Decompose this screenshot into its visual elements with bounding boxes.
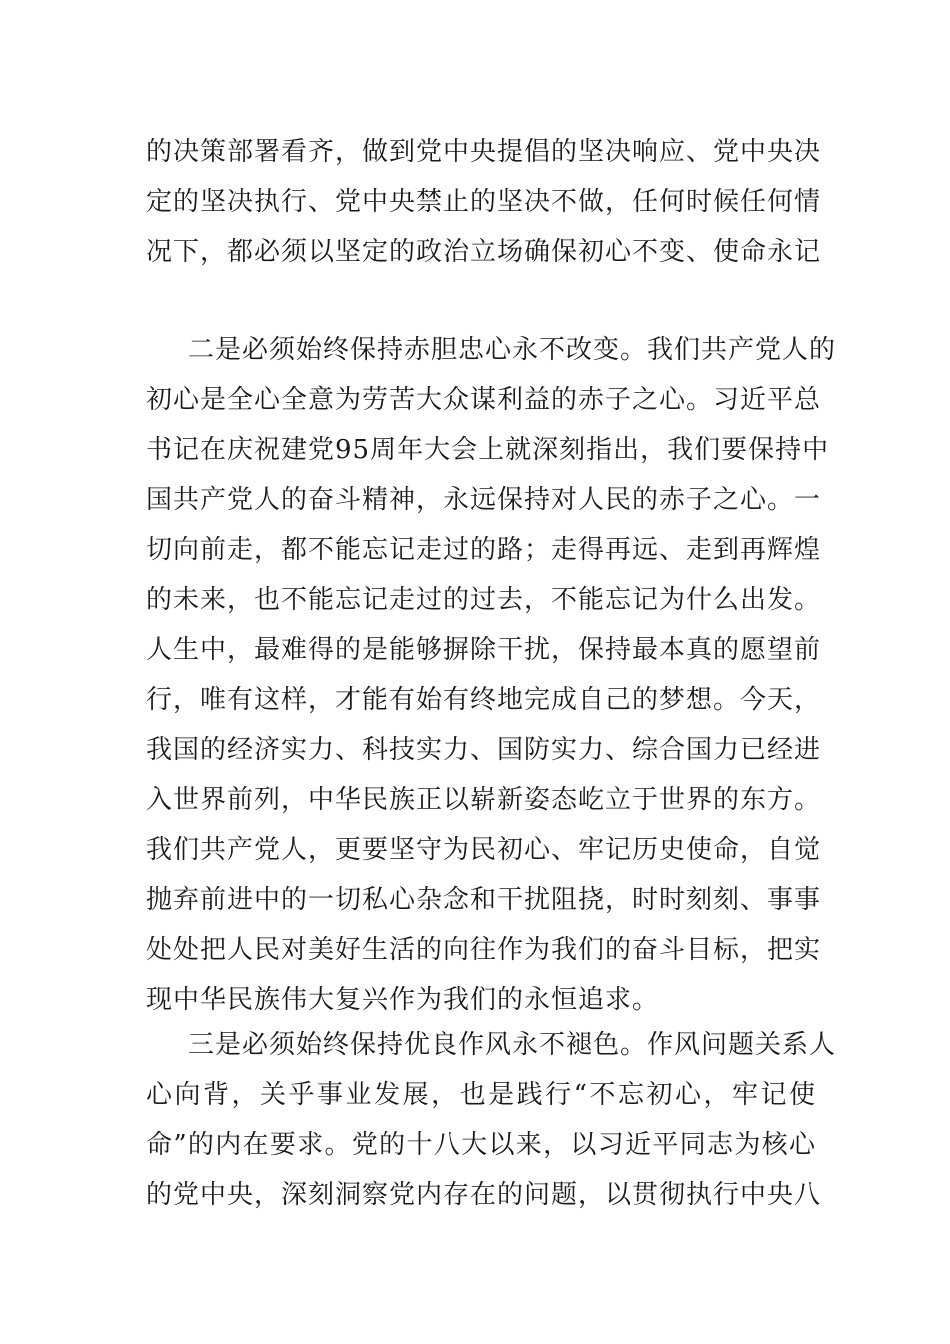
text-line: 行，唯有这样，才能有始有终地完成自己的梦想。今天， bbox=[146, 685, 822, 715]
text-line: 人生中，最难得的是能够摒除干扰，保持最本真的愿望前 bbox=[146, 635, 822, 665]
text-line: 国共产党人的奋斗精神，永远保持对人民的赤子之心。一 bbox=[146, 485, 822, 515]
text-line: 现中华民族伟大复兴作为我们的永恒追求。 bbox=[146, 985, 660, 1015]
text-line: 心向背，关乎事业发展，也是践行“不忘初心，牢记使 bbox=[146, 1080, 816, 1110]
text-line: 的未来，也不能忘记走过的过去，不能忘记为什么出发。 bbox=[146, 585, 822, 615]
paragraph-third-point bbox=[146, 1020, 837, 1220]
text-line: 况下，都必须以坚定的政治立场确保初心不变、使命永记 bbox=[146, 237, 822, 267]
text-line: 入世界前列，中华民族正以崭新姿态屹立于世界的东方。 bbox=[146, 785, 822, 815]
text-line: 书记在庆祝建党95周年大会上就深刻指出，我们要保持中 bbox=[146, 435, 830, 465]
text-line: 的党中央，深刻洞察党内存在的问题，以贯彻执行中央八 bbox=[146, 1180, 822, 1210]
text-line: 三是必须始终保持优良作风永不褪色。作风问题关系人 bbox=[188, 1030, 837, 1060]
text-line: 定的坚决执行、党中央禁止的坚决不做，任何时候任何情 bbox=[146, 187, 822, 217]
text-line: 切向前走，都不能忘记走过的路；走得再远、走到再辉煌 bbox=[146, 535, 822, 565]
paragraph-continuation bbox=[146, 127, 822, 277]
text-line: 命”的内在要求。党的十八大以来，以习近平同志为核心 bbox=[146, 1130, 816, 1160]
text-line: 二是必须始终保持赤胆忠心永不改变。我们共产党人的 bbox=[188, 335, 837, 365]
text-line: 初心是全心全意为劳苦大众谋利益的赤子之心。习近平总 bbox=[146, 385, 822, 415]
text-line: 的决策部署看齐，做到党中央提倡的坚决响应、党中央决 bbox=[146, 137, 822, 167]
text-line: 抛弃前进中的一切私心杂念和干扰阻挠，时时刻刻、事事 bbox=[146, 885, 822, 915]
text-line: 我国的经济实力、科技实力、国防实力、综合国力已经进 bbox=[146, 735, 822, 765]
paragraph-second-point bbox=[146, 325, 837, 1025]
text-line: 我们共产党人，更要坚守为民初心、牢记历史使命，自觉 bbox=[146, 835, 822, 865]
text-line: 处处把人民对美好生活的向往作为我们的奋斗目标，把实 bbox=[146, 935, 822, 965]
